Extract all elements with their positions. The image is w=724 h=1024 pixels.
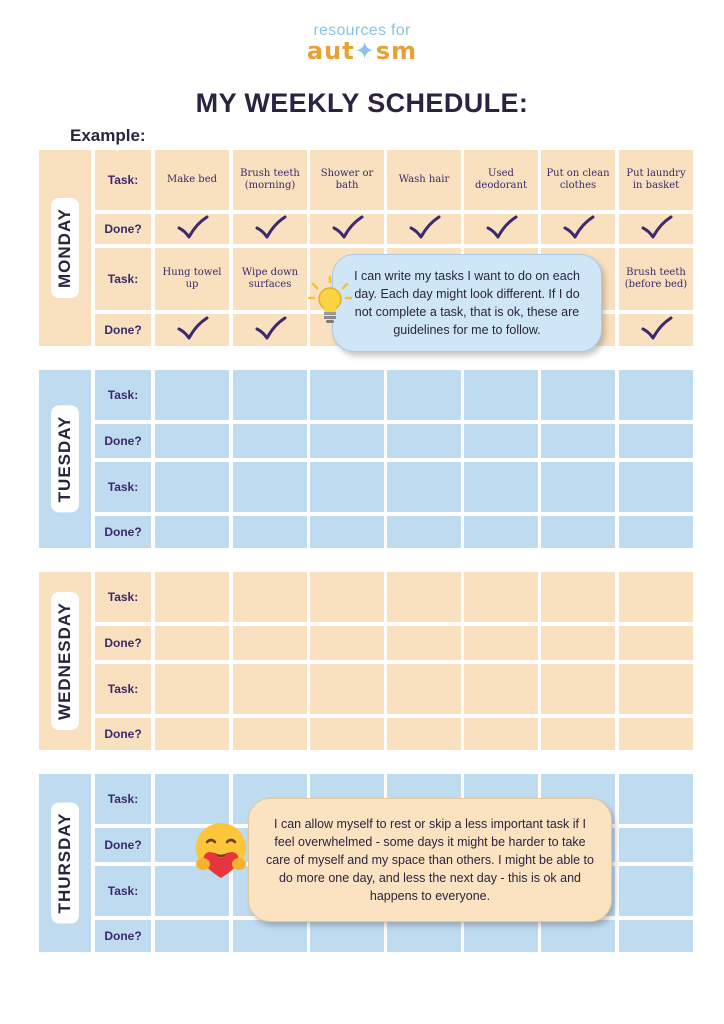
task-cell[interactable] (619, 370, 693, 420)
task-row-label: Task: (95, 462, 151, 512)
task-row-label: Task: (95, 572, 151, 622)
hugging-heart-emoji-icon (190, 820, 252, 882)
task-cell[interactable] (387, 572, 461, 622)
task-cell[interactable]: Make bed (155, 150, 229, 210)
task-cell[interactable] (310, 572, 384, 622)
done-cell[interactable] (310, 214, 384, 244)
done-cell[interactable] (387, 214, 461, 244)
task-cell[interactable] (155, 572, 229, 622)
day-column-monday (39, 150, 91, 346)
tip-text-planning: I can write my tasks I want to do on each day. Each day might look different. If I do not complete a task, that is ok, these are guidelines for me to follow. (354, 268, 580, 338)
task-cell[interactable]: Brush teeth (before bed) (619, 248, 693, 310)
brand-logo (0, 22, 724, 65)
task-cell[interactable] (464, 664, 538, 714)
done-row-label: Done? (95, 828, 151, 862)
task-cell[interactable] (619, 664, 693, 714)
done-cell[interactable] (464, 516, 538, 548)
checkmark-icon (639, 315, 673, 346)
task-cell[interactable]: Wipe down surfaces (233, 248, 307, 310)
checkmark-icon (407, 214, 441, 245)
task-cell[interactable] (233, 572, 307, 622)
done-cell[interactable] (155, 516, 229, 548)
task-cell[interactable] (310, 664, 384, 714)
done-cell[interactable] (464, 920, 538, 952)
done-cell[interactable] (541, 516, 615, 548)
example-label: Example: (70, 126, 146, 145)
done-cell[interactable] (233, 314, 307, 346)
done-cell[interactable] (541, 424, 615, 458)
task-cell[interactable] (233, 370, 307, 420)
done-cell[interactable] (541, 718, 615, 750)
task-cell[interactable] (387, 370, 461, 420)
day-label-tuesday: TUESDAY (51, 406, 79, 513)
checkmark-icon (253, 214, 287, 245)
day-block-tuesday (39, 370, 687, 548)
task-cell[interactable] (387, 462, 461, 512)
task-cell[interactable] (155, 774, 229, 824)
task-cell[interactable]: Used deodorant (464, 150, 538, 210)
task-cell[interactable] (541, 664, 615, 714)
day-label-monday: MONDAY (51, 198, 79, 298)
task-cell[interactable] (310, 462, 384, 512)
done-cell[interactable] (387, 424, 461, 458)
checkmark-icon (175, 214, 209, 245)
task-cell[interactable]: Shower or bath (310, 150, 384, 210)
logo-part-b: sm (375, 37, 418, 65)
done-cell[interactable] (155, 214, 229, 244)
task-cell[interactable] (387, 664, 461, 714)
done-cell[interactable] (541, 214, 615, 244)
task-cell[interactable] (155, 664, 229, 714)
task-cell[interactable] (541, 370, 615, 420)
checkmark-icon (253, 315, 287, 346)
done-cell[interactable] (233, 214, 307, 244)
done-cell[interactable] (619, 516, 693, 548)
done-row-label: Done? (95, 314, 151, 346)
done-row-label: Done? (95, 920, 151, 952)
done-cell[interactable] (233, 626, 307, 660)
done-cell[interactable] (233, 516, 307, 548)
task-cell[interactable] (619, 866, 693, 916)
task-cell[interactable] (464, 572, 538, 622)
done-cell[interactable] (464, 214, 538, 244)
task-row-label: Task: (95, 248, 151, 310)
day-column-tuesday (39, 370, 91, 548)
checkmark-icon (175, 315, 209, 346)
task-row-label: Task: (95, 866, 151, 916)
task-cell[interactable] (619, 462, 693, 512)
logo-line-1: resources for (313, 22, 411, 39)
task-cell[interactable] (619, 572, 693, 622)
task-cell[interactable]: Put on clean clothes (541, 150, 615, 210)
task-cell[interactable] (464, 462, 538, 512)
done-cell[interactable] (464, 424, 538, 458)
done-cell[interactable] (310, 424, 384, 458)
done-row-label: Done? (95, 214, 151, 244)
checkmark-icon (330, 214, 364, 245)
done-cell[interactable] (310, 516, 384, 548)
done-cell[interactable] (619, 718, 693, 750)
done-cell[interactable] (464, 718, 538, 750)
checkmark-icon (484, 214, 518, 245)
page-title: MY WEEKLY SCHEDULE: (195, 88, 529, 118)
done-cell[interactable] (619, 828, 693, 862)
day-column-wednesday (39, 572, 91, 750)
logo-figure-icon: ✦ (354, 37, 376, 65)
done-cell[interactable] (155, 314, 229, 346)
day-column-thursday (39, 774, 91, 952)
done-cell[interactable] (387, 626, 461, 660)
done-row-label: Done? (95, 626, 151, 660)
done-cell[interactable] (155, 626, 229, 660)
done-cell[interactable] (233, 424, 307, 458)
tip-bubble-planning (332, 254, 602, 352)
checkmark-icon (639, 214, 673, 245)
done-cell[interactable] (155, 920, 229, 952)
done-row-label: Done? (95, 424, 151, 458)
lightbulb-icon (308, 276, 352, 326)
done-cell[interactable] (541, 626, 615, 660)
logo-part-a: aut (306, 37, 355, 65)
task-cell[interactable] (233, 664, 307, 714)
day-label-wednesday: WEDNESDAY (51, 592, 79, 730)
done-cell[interactable] (155, 424, 229, 458)
task-cell[interactable] (233, 462, 307, 512)
done-row-label: Done? (95, 718, 151, 750)
done-cell[interactable] (387, 516, 461, 548)
done-cell[interactable] (233, 920, 307, 952)
task-cell[interactable] (464, 370, 538, 420)
task-cell[interactable] (155, 462, 229, 512)
task-row-label: Task: (95, 774, 151, 824)
done-cell[interactable] (464, 626, 538, 660)
task-cell[interactable]: Put laundry in basket (619, 150, 693, 210)
task-cell[interactable] (541, 572, 615, 622)
done-cell[interactable] (155, 718, 229, 750)
done-row-label: Done? (95, 516, 151, 548)
checkmark-icon (561, 214, 595, 245)
task-cell[interactable]: Hung towel up (155, 248, 229, 310)
done-cell[interactable] (233, 718, 307, 750)
task-cell[interactable]: Wash hair (387, 150, 461, 210)
day-label-thursday: THURSDAY (51, 803, 79, 924)
task-row-label: Task: (95, 370, 151, 420)
done-cell[interactable] (619, 424, 693, 458)
done-cell[interactable] (310, 626, 384, 660)
tip-bubble-rest (248, 798, 612, 922)
done-cell[interactable] (310, 718, 384, 750)
done-cell[interactable] (619, 214, 693, 244)
task-row-label: Task: (95, 664, 151, 714)
task-row-label: Task: (95, 150, 151, 210)
done-cell[interactable] (541, 920, 615, 952)
done-cell[interactable] (619, 626, 693, 660)
done-cell[interactable] (619, 314, 693, 346)
done-cell[interactable] (387, 718, 461, 750)
task-cell[interactable] (619, 774, 693, 824)
task-cell[interactable] (155, 370, 229, 420)
task-cell[interactable] (310, 370, 384, 420)
done-cell[interactable] (619, 920, 693, 952)
day-block-wednesday (39, 572, 687, 750)
task-cell[interactable] (541, 462, 615, 512)
done-cell[interactable] (387, 920, 461, 952)
tip-text-rest: I can allow myself to rest or skip a less important task if I feel overwhelmed - some days it might be harder to take care of myself and my space than others. I might be able to do more one day, and less the next day - this is ok and happens to everyone. (266, 816, 594, 904)
logo-line-2 (0, 37, 724, 65)
done-cell[interactable] (310, 920, 384, 952)
task-cell[interactable]: Brush teeth (morning) (233, 150, 307, 210)
